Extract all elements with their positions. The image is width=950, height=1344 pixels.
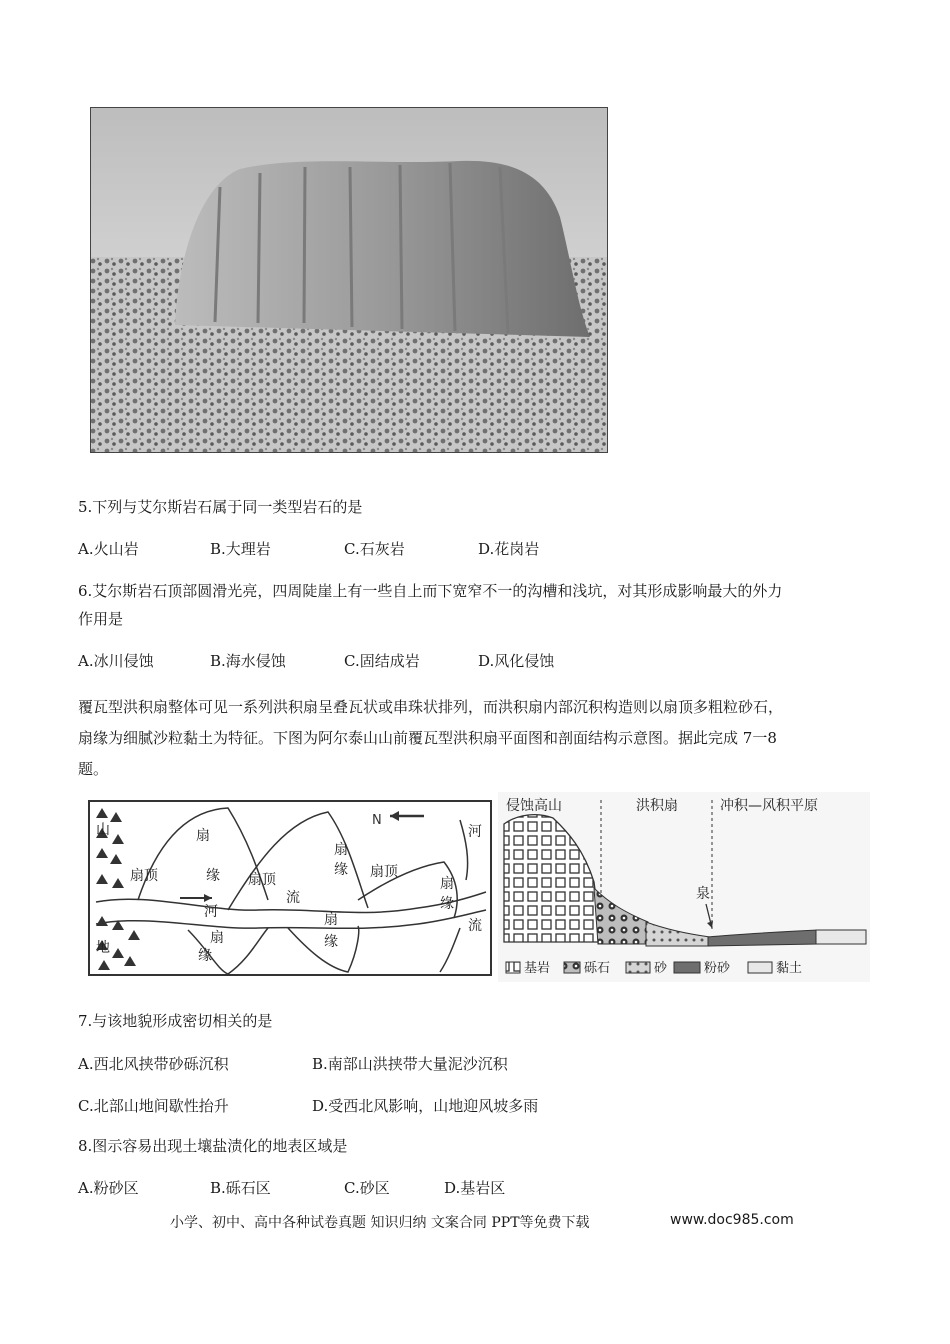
q6-option-b[interactable]: B.海水侵蚀 xyxy=(210,652,286,670)
q7-option-c[interactable]: C.北部山地间歇性抬升 xyxy=(78,1097,229,1115)
plan-fan-top-1: 扇顶 xyxy=(130,868,158,884)
q6-option-a[interactable]: A.冰川侵蚀 xyxy=(78,652,154,670)
plan-fan-edge-1a: 扇 xyxy=(196,828,210,844)
q8-stem: 8.图示容易出现土壤盐渍化的地表区域是 xyxy=(78,1137,348,1155)
passage-line3: 题。 xyxy=(78,760,109,778)
plan-fan-edge-5a: 扇 xyxy=(324,912,338,928)
plan-river-char-1: 河 xyxy=(204,904,218,920)
plan-river-char-2: 流 xyxy=(286,890,300,906)
passage-line1: 覆瓦型洪积扇整体可见一系列洪积扇呈叠瓦状或串珠状排列，而洪积扇内部沉积构造则以扇顶多粗粒砂石， xyxy=(78,698,784,716)
plan-fan-edge-4b: 缘 xyxy=(198,948,212,964)
plan-fan-edge-1b: 缘 xyxy=(206,868,220,884)
passage-line2: 扇缘为细腻沙粒黏土为特征。下图为阿尔泰山山前覆瓦型洪积扇平面图和剖面结构示意图。据此完成 7一8 xyxy=(78,729,777,747)
footer-text: 小学、初中、高中各种试卷真题 知识归纳 文案合同 PPT等免费下载 xyxy=(170,1215,590,1231)
fan-plan-map-svg xyxy=(88,800,492,976)
north-label: N xyxy=(372,813,382,828)
plan-fan-top-2: 扇顶 xyxy=(248,872,276,888)
q8-option-c[interactable]: C.砂区 xyxy=(344,1179,390,1197)
q5-stem: 5.下列与艾尔斯岩石属于同一类型岩石的是 xyxy=(78,498,363,516)
passage xyxy=(78,692,878,785)
q8-option-d[interactable]: D.基岩区 xyxy=(444,1179,506,1197)
plan-fan-edge-4a: 扇 xyxy=(210,930,224,946)
fan-profile-svg xyxy=(498,792,870,982)
legend-gravel: 砾石 xyxy=(584,961,611,976)
profile-header-mountain: 侵蚀高山 xyxy=(506,798,562,814)
plan-mountain-char-2: 地 xyxy=(96,940,110,956)
q5-option-c[interactable]: C.石灰岩 xyxy=(344,540,405,558)
plan-fan-top-3: 扇顶 xyxy=(370,864,398,880)
plan-fan-edge-2b: 缘 xyxy=(334,862,348,878)
plan-fan-edge-5b: 缘 xyxy=(324,934,338,950)
profile-spring-label: 泉 xyxy=(696,886,710,902)
q7-option-d[interactable]: D.受西北风影响，山地迎风坡多雨 xyxy=(312,1097,539,1115)
plan-fan-edge-3b: 缘 xyxy=(440,896,454,912)
q5-option-b[interactable]: B.大理岩 xyxy=(210,540,271,558)
q5-option-d[interactable]: D.花岗岩 xyxy=(478,540,540,558)
legend-sand: 砂 xyxy=(654,961,668,976)
plan-mountain-char-1: 山 xyxy=(96,822,110,838)
legend-clay: 黏土 xyxy=(776,961,803,976)
legend-silt: 粉砂 xyxy=(704,961,731,976)
legend-bedrock: 基岩 xyxy=(524,961,551,976)
footer-url[interactable]: www.doc985.com xyxy=(670,1212,794,1228)
q8-option-b[interactable]: B.砾石区 xyxy=(210,1179,271,1197)
profile-header-plain: 冲积—风积平原 xyxy=(720,798,818,814)
ayers-rock-photo xyxy=(90,107,608,453)
q7-option-b[interactable]: B.南部山洪挟带大量泥沙沉积 xyxy=(312,1055,508,1073)
q5-option-a[interactable]: A.火山岩 xyxy=(78,540,139,558)
plan-fan-edge-2a: 扇 xyxy=(334,842,348,858)
profile-header-fan: 洪积扇 xyxy=(636,798,678,814)
fan-plan-map xyxy=(88,800,492,976)
ayers-rock-image xyxy=(90,107,608,453)
fan-profile-diagram xyxy=(498,792,870,982)
q6-stem-line2: 作用是 xyxy=(78,610,124,628)
plan-river-char-3: 河 xyxy=(468,824,482,840)
plan-river-char-4: 流 xyxy=(468,918,482,934)
plan-fan-edge-3a: 扇 xyxy=(440,876,454,892)
q8-option-a[interactable]: A.粉砂区 xyxy=(78,1179,139,1197)
q6-stem-line1: 6.艾尔斯岩石顶部圆滑光亮，四周陡崖上有一些自上而下宽窄不一的沟槽和浅坑，对其形成影响最大的外力 xyxy=(78,582,783,600)
q7-option-a[interactable]: A.西北风挟带砂砾沉积 xyxy=(78,1055,229,1073)
q6-option-c[interactable]: C.固结成岩 xyxy=(344,652,420,670)
q6-option-d[interactable]: D.风化侵蚀 xyxy=(478,652,555,670)
q7-stem: 7.与该地貌形成密切相关的是 xyxy=(78,1012,273,1030)
